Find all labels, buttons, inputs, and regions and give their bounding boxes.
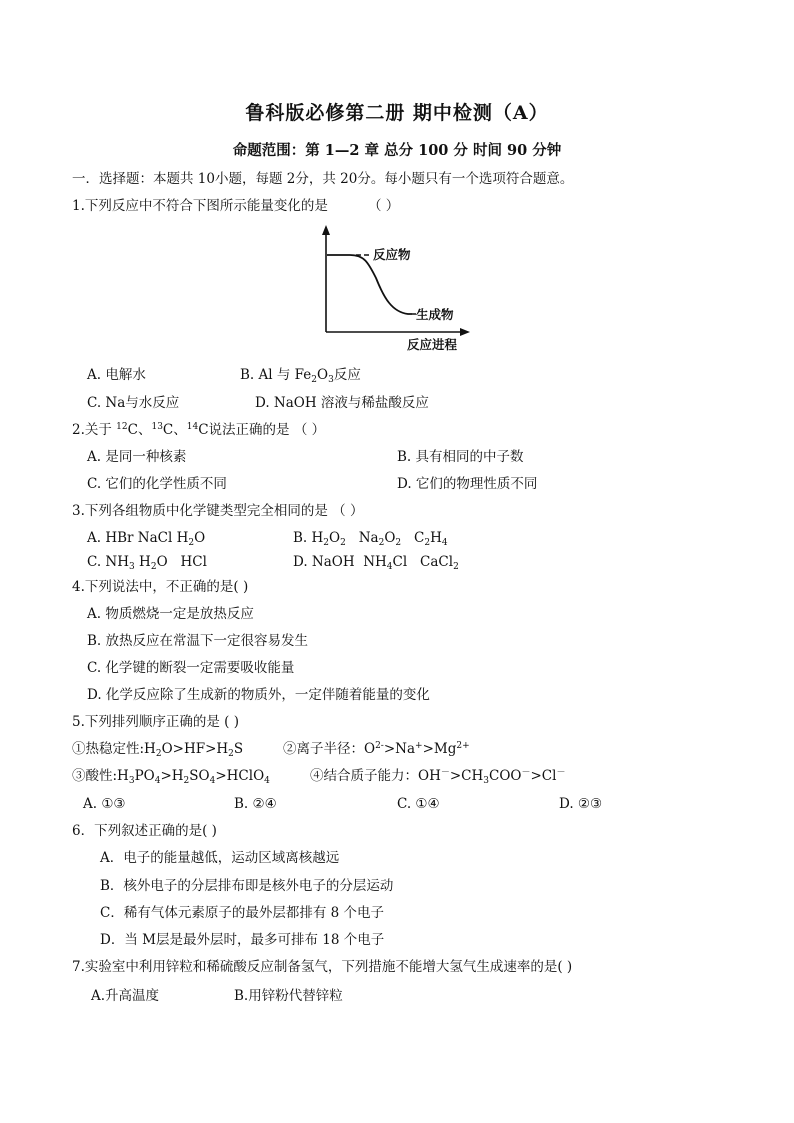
x-axis-arrow-icon: [460, 328, 470, 336]
q7-option-a: A.升高温度: [91, 988, 160, 1004]
q6-option-b: B．核外电子的分层排布即是核外电子的分层运动: [100, 878, 394, 894]
q1-stem: 1.下列反应中不符合下图所示能量变化的是: [72, 198, 328, 214]
q5-statement-3: ③酸性$:H_3PO_4>H_2SO_4>HClO_4$: [72, 768, 270, 786]
q3-option-b: B. $H_2O_2$ $Na_2O_2$ $C_2H_4$: [293, 530, 448, 548]
q2-option-d: D. 它们的物理性质不同: [397, 476, 538, 492]
energy-diagram: [300, 222, 480, 356]
product-label: 生成物: [416, 307, 454, 322]
q6-stem: 6．下列叙述正确的是( ): [72, 823, 217, 839]
q3-option-c: C. $NH_3$ $H_2O$ HCl: [87, 554, 207, 572]
q7-stem: 7.实验室中利用锌粒和稀硫酸反应制备氢气，下列措施不能增大氢气生成速率的是( ): [72, 959, 573, 975]
q4-stem: 4.下列说法中，不正确的是( ): [72, 579, 249, 595]
y-axis-arrow-icon: [322, 225, 330, 235]
q5-option-c: C. ①④: [397, 796, 440, 812]
q2-option-c: C. 它们的化学性质不同: [87, 476, 227, 492]
q2-option-a: A. 是同一种核素: [87, 449, 187, 465]
q6-option-c: C．稀有气体元素原子的最外层都排有 8 个电子: [100, 905, 385, 921]
q4-option-d: D. 化学反应除了生成新的物质外，一定伴随着能量的变化: [87, 687, 430, 703]
q4-option-c: C. 化学键的断裂一定需要吸收能量: [87, 660, 295, 676]
q1-blank: （ ）: [368, 198, 400, 214]
q5-option-b: B. ②④: [234, 796, 277, 812]
q2-stem: 2.关于 $^{12}$C、$^{13}$C、$^{14}$C说法正确的是 （ ）: [72, 422, 326, 438]
q1-option-c: C. Na与水反应: [87, 395, 180, 411]
q1-option-a: A. 电解水: [87, 367, 146, 383]
q5-stem: 5.下列排列顺序正确的是 ( ): [72, 714, 239, 730]
q6-option-a: A．电子的能量越低，运动区域离核越远: [100, 850, 340, 866]
q1-option-b: B. Al 与 $Fe_2O_3$反应: [240, 367, 361, 385]
x-axis-label: 反应进程: [407, 337, 458, 352]
exam-subtitle: 命题范围：第 1—2 章 总分 100 分 时间 90 分钟: [232, 142, 562, 159]
q5-statement-1: ①热稳定性$:H_2O>HF>H_2S$: [72, 741, 244, 759]
q6-option-d: D．当 M层是最外层时，最多可排布 18 个电子: [100, 932, 385, 948]
q1-option-d: D. NaOH 溶液与稀盐酸反应: [255, 395, 429, 411]
section-intro: 一．选择题：本题共 10小题，每题 2分，共 20分。每小题只有一个选项符合题意。: [72, 171, 574, 187]
reactant-label: 反应物: [373, 247, 411, 262]
q5-option-d: D. ②③: [559, 796, 603, 812]
q5-option-a: A. ①③: [83, 796, 126, 812]
q3-stem: 3.下列各组物质中化学键类型完全相同的是 （ ）: [72, 503, 364, 519]
q3-option-d: D. NaOH $NH_4Cl$ CaCl$_2$: [293, 554, 459, 572]
q5-statement-2: ②离子半径：$O^{2-}>Na^+>Mg^{2+}$: [283, 741, 470, 757]
q4-option-a: A. 物质燃烧一定是放热反应: [87, 606, 254, 622]
q4-option-b: B. 放热反应在常温下一定很容易发生: [87, 633, 309, 649]
q3-option-a: A. HBr NaCl $H_2O$: [87, 530, 206, 548]
q7-option-b: B.用锌粉代替锌粒: [234, 988, 343, 1004]
energy-curve: [327, 255, 412, 314]
q5-statement-4: ④结合质子能力：$OH^->CH_3COO^->Cl^-$: [310, 768, 566, 786]
exam-title: 鲁科版必修第二册 期中检测（A）: [245, 102, 549, 124]
q2-option-b: B. 具有相同的中子数: [397, 449, 524, 465]
